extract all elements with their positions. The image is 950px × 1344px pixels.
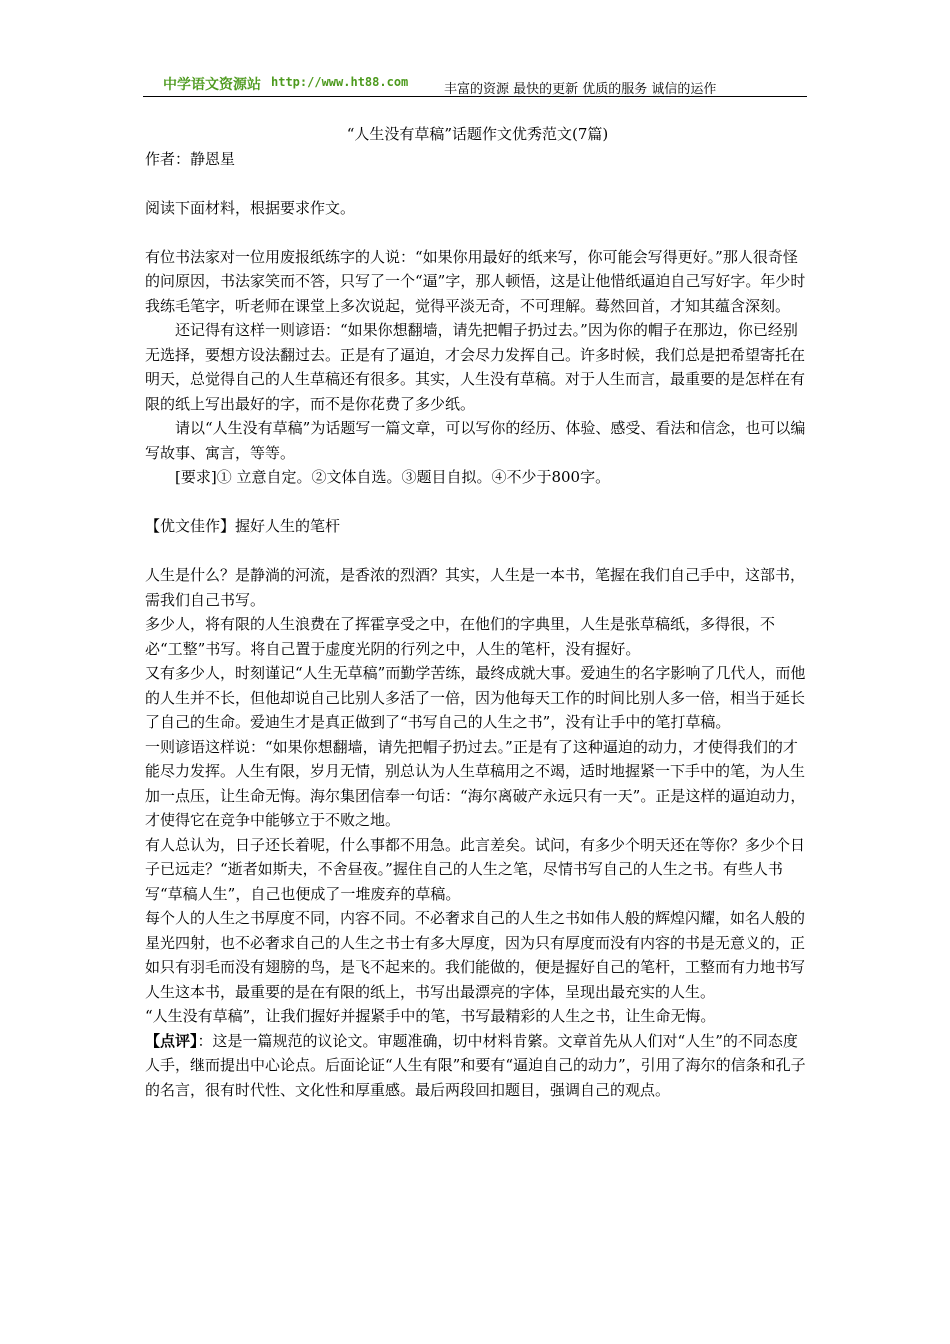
- header-slogan: 丰富的资源 最快的更新 优质的服务 诚信的运作: [444, 82, 717, 97]
- material-paragraph: 有位书法家对一位用废报纸练字的人说：“如果你用最好的纸来写，你可能会写得更好。”那人很奇怪的问原因，书法家笑而不答，只写了一个“逼”字，那人顿悟，这是让他惜纸逼迫自己写好字。年少时我练毛笔字，听老师在课堂上多次说起，觉得平淡无奇，不可理解。蓦然回首，才知其蕴含深刻。: [145, 247, 806, 315]
- essay-paragraph: “人生没有草稿”，让我们握好并握紧手中的笔，书写最精彩的人生之书，让生命无悔。: [145, 1007, 716, 1025]
- header-divider: [143, 96, 807, 97]
- author-line: 作者：静恩星: [145, 149, 236, 168]
- material-paragraph: 还记得有这样一则谚语：“如果你想翻墙，请先把帽子扔过去。”因为你的帽子在那边，你已经别无选择，要想方设法翻过去。正是有了逼迫，才会尽力发挥自己。许多时候，我们总是把希望寄托在明天，总觉得自己的人生草稿还有很多。其实，人生没有草稿。对于人生而言，最重要的是怎样在有限的纸上写出最好的字，而不是你花费了多少纸。: [145, 321, 806, 413]
- page-header: [143, 72, 807, 98]
- essay-paragraph: 一则谚语这样说：“如果你想翻墙，请先把帽子扔过去。”正是有了这种逼迫的动力，才使得我们的才能尽力发挥。人生有限，岁月无情，别总认为人生草稿用之不竭，适时地握紧一下手中的笔，为人生加一点压，让生命无悔。海尔集团信奉一句话：“海尔离破产永远只有一天”。正是这样的逼迫动力，才使得它在竞争中能够立于不败之地。: [145, 737, 806, 829]
- essay-heading: 【优文佳作】握好人生的笔杆: [145, 517, 341, 535]
- spacer: [145, 220, 810, 245]
- essay-paragraph: 每个人的人生之书厚度不同，内容不同。不必奢求自己的人生之书如伟人般的辉煌闪耀，如名人般的星光四射，也不必奢求自己的人生之书士有多大厚度，因为只有厚度而没有内容的书是无意义的，正如只有羽毛而没有翅膀的鸟，是飞不起来的。我们能做的，便是握好自己的笔杆，工整而有力地书写人生这本书，最重要的是在有限的纸上，书写出最漂亮的字体，呈现出最充实的人生。: [145, 909, 806, 1001]
- comment-paragraph: [145, 1029, 810, 1103]
- site-url-link[interactable]: http://www.ht88.com: [271, 75, 409, 89]
- material-paragraph: 请以“人生没有草稿”为话题写一篇文章，可以写你的经历、体验、感受、看法和信念，也可以编写故事、寓言，等等。: [145, 419, 806, 462]
- spacer: [145, 490, 810, 515]
- requirements-text: [要求]① 立意自定。②文体自选。③题目自拟。④不少于800字。: [175, 468, 611, 486]
- site-logo[interactable]: 中学语文资源站: [163, 77, 261, 93]
- comment-label: 【点评】: [145, 1031, 198, 1050]
- spacer: [145, 171, 810, 196]
- essay-paragraph: 多少人，将有限的人生浪费在了挥霍享受之中，在他们的字典里，人生是张草稿纸，多得很，不必“工整”书写。将自己置于虚度光阴的行列之中，人生的笔杆，没有握好。: [145, 615, 776, 658]
- document-title: “人生没有草稿”话题作文优秀范文(7篇): [346, 125, 609, 143]
- essay-paragraph: 人生是什么？是静淌的河流，是香浓的烈酒？其实，人生是一本书，笔握在我们自己手中，这部书，需我们自己书写。: [145, 566, 806, 609]
- essay-paragraph: 又有多少人，时刻谨记“人生无草稿”而勤学苦练，最终成就大事。爱迪生的名字影响了几代人，而他的人生并不长，但他却说自己比别人多活了一倍，因为他每天工作的时间比别人多一倍，相当于延长了自己的生命。爱迪生才是真正做到了“书写自己的人生之书”，没有让手中的笔打草稿。: [145, 664, 806, 731]
- document-body: [145, 122, 810, 1102]
- essay-paragraph: 有人总认为，日子还长着呢，什么事都不用急。此言差矣。试问，有多少个明天还在等你？多少个日子已远走？“逝者如斯夫，不舍昼夜。”握住自己的人生之笔，尽情书写自己的人生之书。有些人书写“草稿人生”，自己也便成了一堆废弃的草稿。: [145, 835, 806, 903]
- spacer: [145, 539, 810, 564]
- comment-text: ：这是一篇规范的议论文。审题准确，切中材料肯綮。文章首先从人们对“人生”的不同态度人手，继而提出中心论点。后面论证“人生有限”和要有“逼迫自己的动力”，引用了海尔的信条和孔子的名言，很有时代性、文化性和厚重感。最后两段回扣题目，强调自己的观点。: [145, 1031, 806, 1099]
- instruction-text: 阅读下面材料，根据要求作文。: [145, 198, 356, 217]
